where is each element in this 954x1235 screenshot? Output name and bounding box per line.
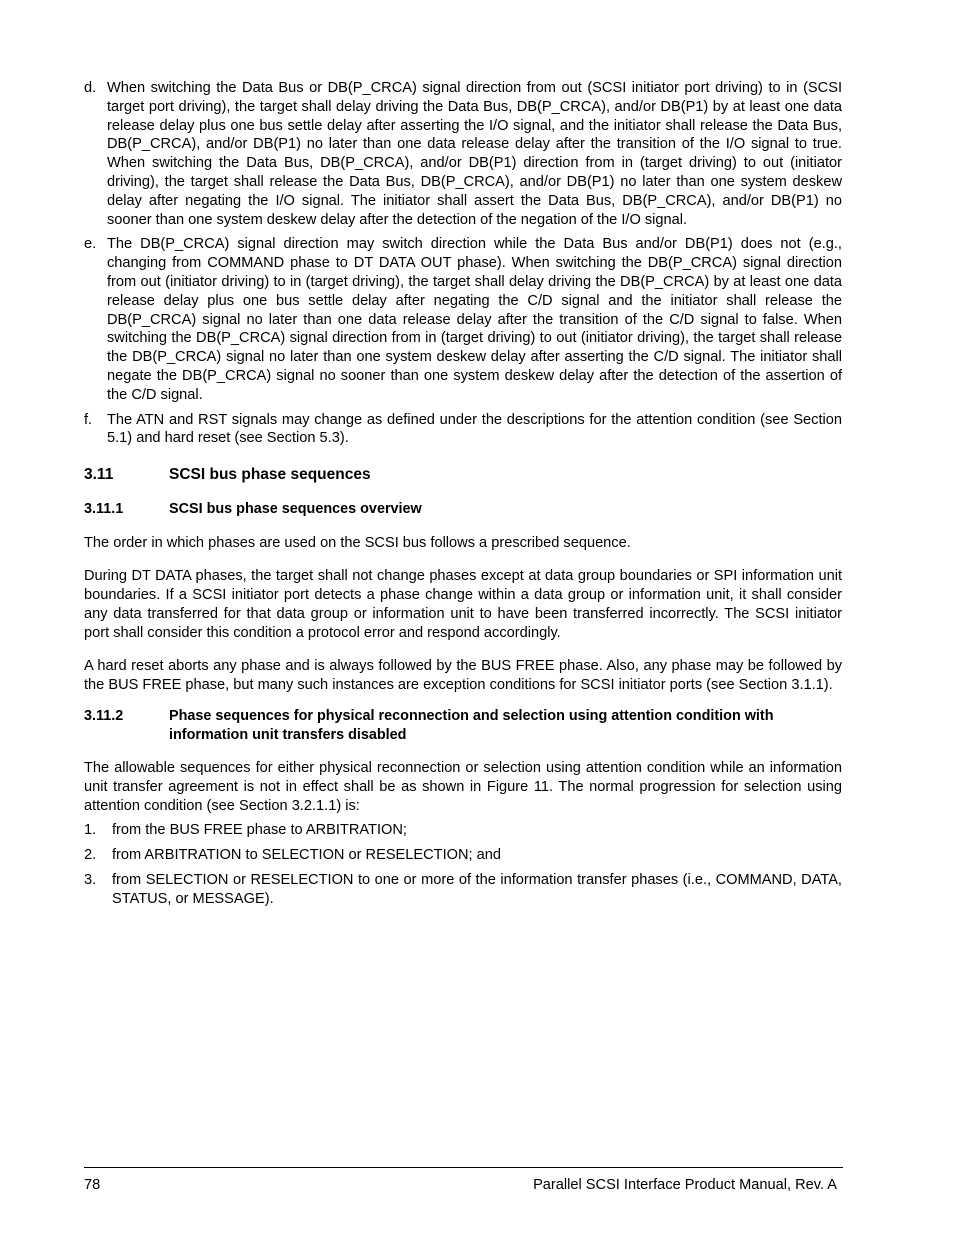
list-item-label: 2. bbox=[84, 847, 97, 864]
footer-rule bbox=[84, 1167, 843, 1168]
section-number: 3.11.2 bbox=[84, 707, 124, 724]
list-item-label: 3. bbox=[84, 872, 97, 889]
section-number: 3.11 bbox=[84, 466, 114, 484]
paragraph: A hard reset aborts any phase and is always followed by the BUS FREE phase. Also, any phase may be followed by the BUS FREE phase, but many such instances are exception conditions for SCSI initiator ports (see Section 3.1.1). bbox=[84, 657, 842, 693]
list-item-label: 1. bbox=[84, 822, 97, 839]
list-item-label: f. bbox=[84, 411, 93, 428]
list-item-1 bbox=[84, 821, 842, 840]
list-item-label: d. bbox=[84, 80, 97, 96]
list-item-text: from ARBITRATION to SELECTION or RESELECTION; and bbox=[112, 847, 501, 864]
section-heading-3-11 bbox=[84, 466, 842, 484]
section-title: SCSI bus phase sequences overview bbox=[169, 501, 422, 518]
list-item-text: When switching the Data Bus or DB(P_CRCA) signal direction from out (SCSI initiator port driving) to in (SCSI target port driving), the target shall delay driving the Data Bus, DB(P_CRCA), and/or DB(P1) by at least one data release delay plus one bus settle delay after asserting the I/O signal, and the initiator shall release the Data Bus, DB(P_CRCA), and/or DB(P1) no later than one data release delay after the transition of the I/O signal to true. When switching the Data Bus, DB(P_CRCA), and/or DB(P1) direction from in (target driving) to out (initiator driving), the target shall release the Data Bus, DB(P_CRCA), and/or DB(P1) no later than one system deskew delay after negating the I/O signal. The initiator shall assert the Data Bus, DB(P_CRCA), and/or DB(P1) no sooner than one system deskew delay after the detection of the negation of the I/O signal. bbox=[107, 80, 842, 228]
list-item-label: e. bbox=[84, 236, 97, 253]
page-body bbox=[84, 79, 842, 915]
paragraph: During DT DATA phases, the target shall not change phases except at data group boundaries or SPI information unit boundaries. If a SCSI initiator port detects a phase change within a data group or information unit, it shall consider any data transferred for that data group or information unit to have been transferred incorrectly. The SCSI initiator port shall consider this condition a protocol error and respond accordingly. bbox=[84, 568, 842, 641]
list-item-d bbox=[84, 79, 842, 229]
list-item-f bbox=[84, 411, 842, 449]
section-heading-3-11-2 bbox=[84, 707, 842, 745]
list-item-2 bbox=[84, 846, 842, 865]
paragraph: The order in which phases are used on the SCSI bus follows a prescribed sequence. bbox=[84, 534, 631, 551]
section-title: Phase sequences for physical reconnection and selection using attention condition with information unit transfers disabled bbox=[169, 707, 774, 743]
list-item-text: The ATN and RST signals may change as defined under the descriptions for the attention condition (see Section 5.1) and hard reset (see Section 5.3). bbox=[107, 411, 842, 447]
section-heading-3-11-1 bbox=[84, 500, 842, 519]
paragraph: The allowable sequences for either physical reconnection or selection using attention condition while an information unit transfer agreement is not in effect shall be as shown in Figure 11. The normal progression for selection using attention condition (see Section 3.2.1.1) is: bbox=[84, 760, 842, 814]
page-number: 78 bbox=[84, 1177, 101, 1193]
list-item-e bbox=[84, 235, 842, 404]
section-title: SCSI bus phase sequences bbox=[169, 466, 371, 484]
manual-title: Parallel SCSI Interface Product Manual, Rev. A bbox=[533, 1177, 837, 1193]
section-number: 3.11.1 bbox=[84, 501, 124, 518]
list-item-3 bbox=[84, 871, 842, 909]
list-item-text: from SELECTION or RESELECTION to one or more of the information transfer phases (i.e., COMMAND, DATA, STATUS, or MESSAGE). bbox=[112, 872, 842, 907]
list-item-text: The DB(P_CRCA) signal direction may switch direction while the Data Bus and/or DB(P1) does not (e.g., changing from COMMAND phase to DT DATA OUT phase). When switching the DB(P_CRCA) signal direction from out (initiator driving) to in (target driving), the target shall delay driving the DB(P_CRCA) by at least one data release delay plus one bus settle delay after negating the C/D signal and the initiator shall release the DB(P_CRCA) signal no later than one data release delay after the transition of the C/D signal to false. When switching the DB(P_CRCA) signal direction from in (target driving) to out (initiator driving), the target shall release the DB(P_CRCA) signal no later than one system deskew delay after asserting the C/D signal. The initiator shall negate the DB(P_CRCA) signal no sooner than one system deskew delay after the detection of the assertion of the C/D signal. bbox=[107, 236, 842, 403]
list-item-text: from the BUS FREE phase to ARBITRATION; bbox=[112, 822, 407, 839]
